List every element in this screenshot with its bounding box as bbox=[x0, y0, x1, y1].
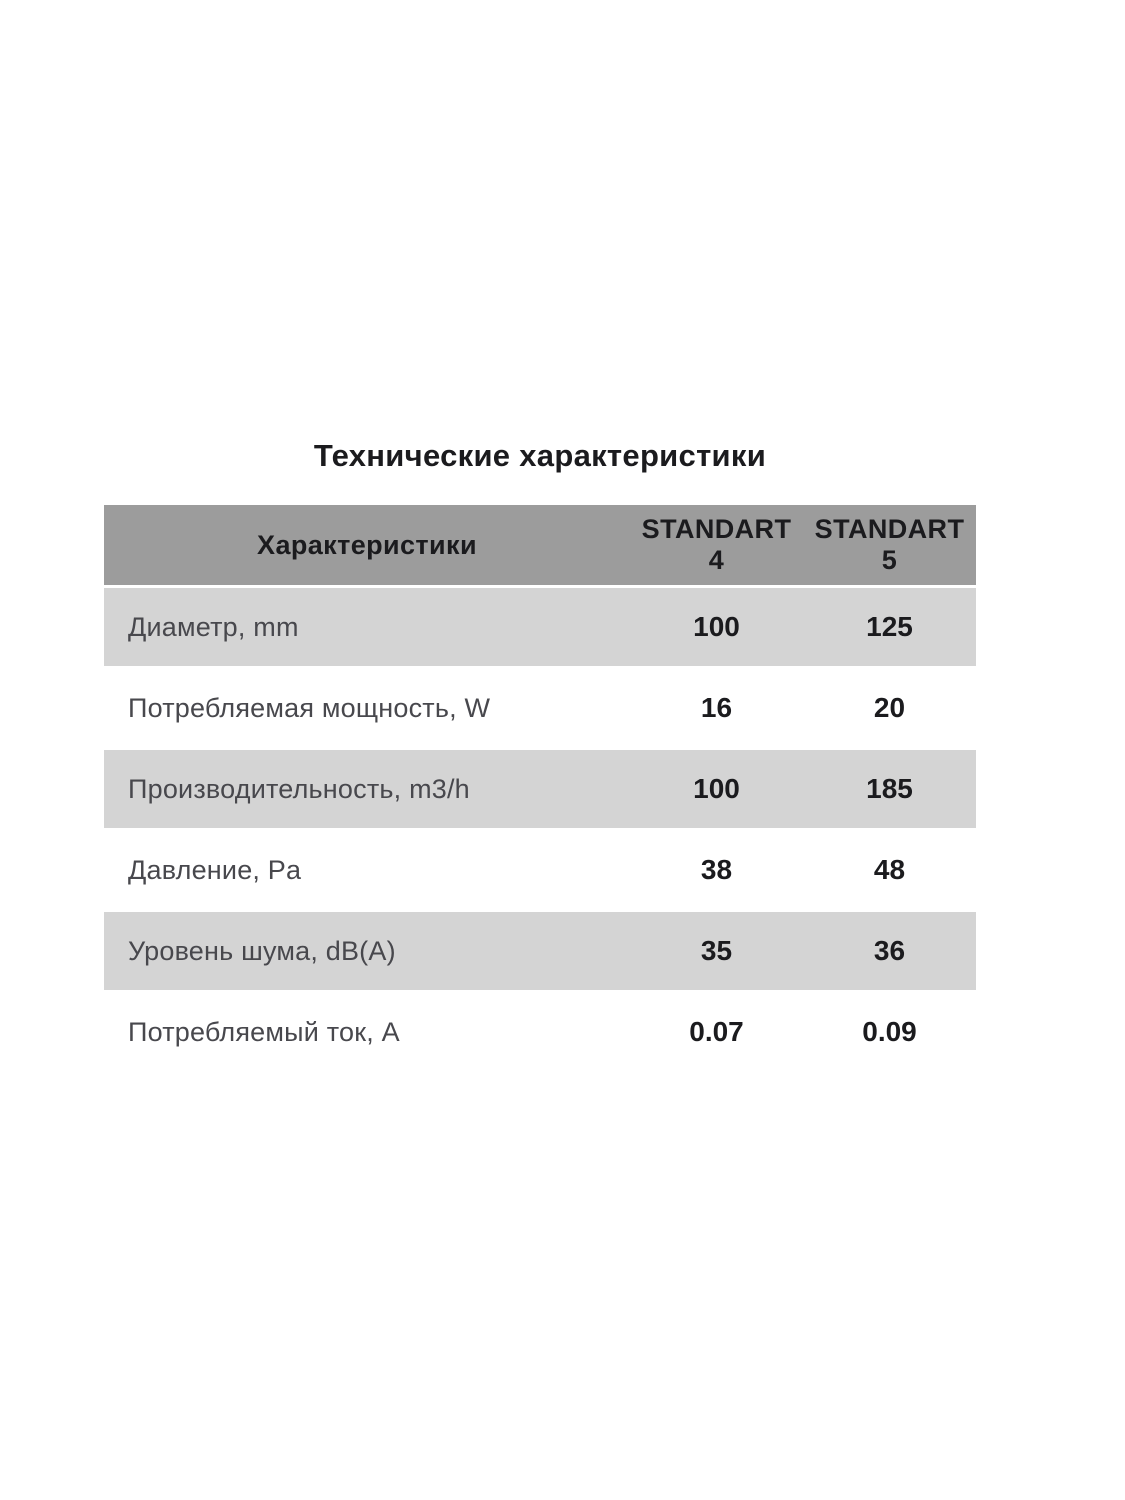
row-value-standart-5: 48 bbox=[803, 831, 976, 909]
table-row-current bbox=[104, 993, 976, 1071]
header-standart-5-number: 5 bbox=[881, 545, 898, 575]
table-header-row bbox=[104, 505, 976, 585]
row-label: Уровень шума, dB(A) bbox=[104, 912, 630, 990]
table-row-airflow bbox=[104, 750, 976, 828]
row-label: Диаметр, mm bbox=[104, 588, 630, 666]
row-label: Давление, Pa bbox=[104, 831, 630, 909]
row-value-standart-4: 0.07 bbox=[630, 993, 803, 1071]
row-value-standart-4: 38 bbox=[630, 831, 803, 909]
row-value-standart-5: 36 bbox=[803, 912, 976, 990]
table-row-diameter bbox=[104, 588, 976, 666]
header-standart-4-name: STANDART bbox=[641, 513, 792, 544]
row-value-standart-5: 0.09 bbox=[803, 993, 976, 1071]
row-value-standart-4: 16 bbox=[630, 669, 803, 747]
row-value-standart-5: 125 bbox=[803, 588, 976, 666]
row-value-standart-4: 100 bbox=[630, 750, 803, 828]
header-standart-4-number: 4 bbox=[708, 545, 725, 575]
row-value-standart-5: 20 bbox=[803, 669, 976, 747]
table-row-noise bbox=[104, 912, 976, 990]
header-characteristics: Характеристики bbox=[104, 505, 630, 585]
row-label: Потребляемый ток, A bbox=[104, 993, 630, 1071]
page-title: Технические характеристики bbox=[313, 438, 767, 473]
specs-table bbox=[104, 502, 976, 1074]
row-value-standart-4: 100 bbox=[630, 588, 803, 666]
row-label: Производительность, m3/h bbox=[104, 750, 630, 828]
row-value-standart-4: 35 bbox=[630, 912, 803, 990]
specs-table-container bbox=[104, 502, 976, 1074]
row-label: Потребляемая мощность, W bbox=[104, 669, 630, 747]
row-value-standart-5: 185 bbox=[803, 750, 976, 828]
header-standart-5 bbox=[803, 505, 976, 585]
table-row-pressure bbox=[104, 831, 976, 909]
table-row-power bbox=[104, 669, 976, 747]
header-standart-4 bbox=[630, 505, 803, 585]
header-standart-5-name: STANDART bbox=[814, 513, 965, 544]
